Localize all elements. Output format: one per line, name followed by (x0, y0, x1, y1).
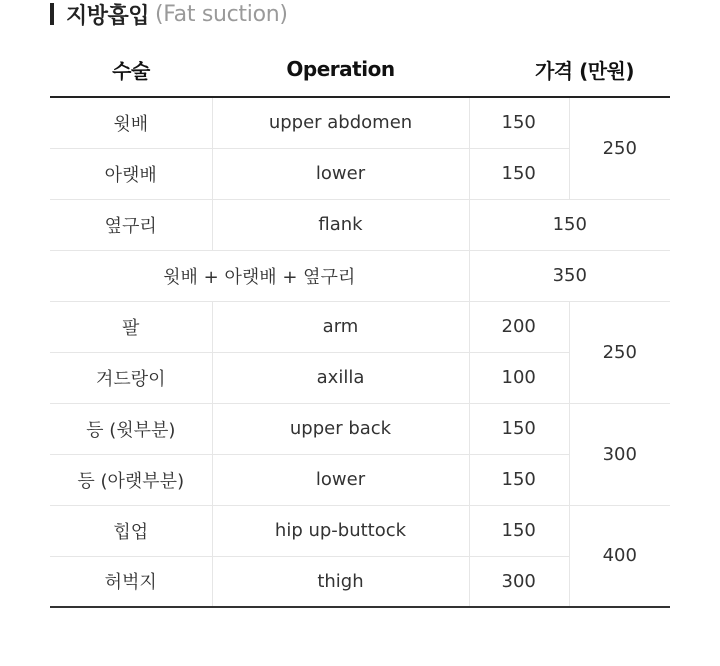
header-operation: Operation (212, 42, 469, 97)
table-row (50, 505, 670, 556)
section-heading (50, 0, 288, 28)
price-cell: 100 (469, 352, 569, 403)
operation-cell: upper back (212, 403, 469, 454)
surgery-cell: 아랫배 (50, 148, 212, 199)
group-total-cell: 250 (569, 97, 670, 199)
surgery-cell: 윗배 (50, 97, 212, 148)
operation-cell: axilla (212, 352, 469, 403)
table-row (50, 403, 670, 454)
operation-cell: flank (212, 199, 469, 250)
operation-cell: hip up-buttock (212, 505, 469, 556)
combo-cell: 윗배 + 아랫배 + 옆구리 (50, 250, 469, 301)
heading-subtitle: (Fat suction) (155, 1, 288, 27)
group-total-cell: 250 (569, 301, 670, 403)
price-cell: 200 (469, 301, 569, 352)
surgery-cell: 팔 (50, 301, 212, 352)
heading-title: 지방흡입 (66, 3, 150, 29)
operation-cell: thigh (212, 556, 469, 607)
table-header-row (50, 42, 670, 97)
price-table (50, 42, 670, 608)
surgery-cell: 옆구리 (50, 199, 212, 250)
operation-cell: lower (212, 454, 469, 505)
price-cell: 150 (469, 454, 569, 505)
table-row (50, 301, 670, 352)
price-cell: 150 (469, 403, 569, 454)
surgery-cell: 겨드랑이 (50, 352, 212, 403)
surgery-cell: 힙업 (50, 505, 212, 556)
price-cell: 150 (469, 97, 569, 148)
table-row (50, 97, 670, 148)
heading-bar-icon (50, 3, 54, 25)
header-price: 가격 (만원) (469, 42, 670, 97)
price-cell: 300 (469, 556, 569, 607)
header-surgery: 수술 (50, 42, 212, 97)
operation-cell: arm (212, 301, 469, 352)
price-cell: 150 (469, 148, 569, 199)
total-cell: 150 (469, 199, 670, 250)
surgery-cell: 허벅지 (50, 556, 212, 607)
table-row (50, 250, 670, 301)
group-total-cell: 400 (569, 505, 670, 607)
operation-cell: lower (212, 148, 469, 199)
price-cell: 150 (469, 505, 569, 556)
surgery-cell: 등 (윗부분) (50, 403, 212, 454)
group-total-cell: 300 (569, 403, 670, 505)
total-cell: 350 (469, 250, 670, 301)
table-row (50, 199, 670, 250)
surgery-cell: 등 (아랫부분) (50, 454, 212, 505)
operation-cell: upper abdomen (212, 97, 469, 148)
